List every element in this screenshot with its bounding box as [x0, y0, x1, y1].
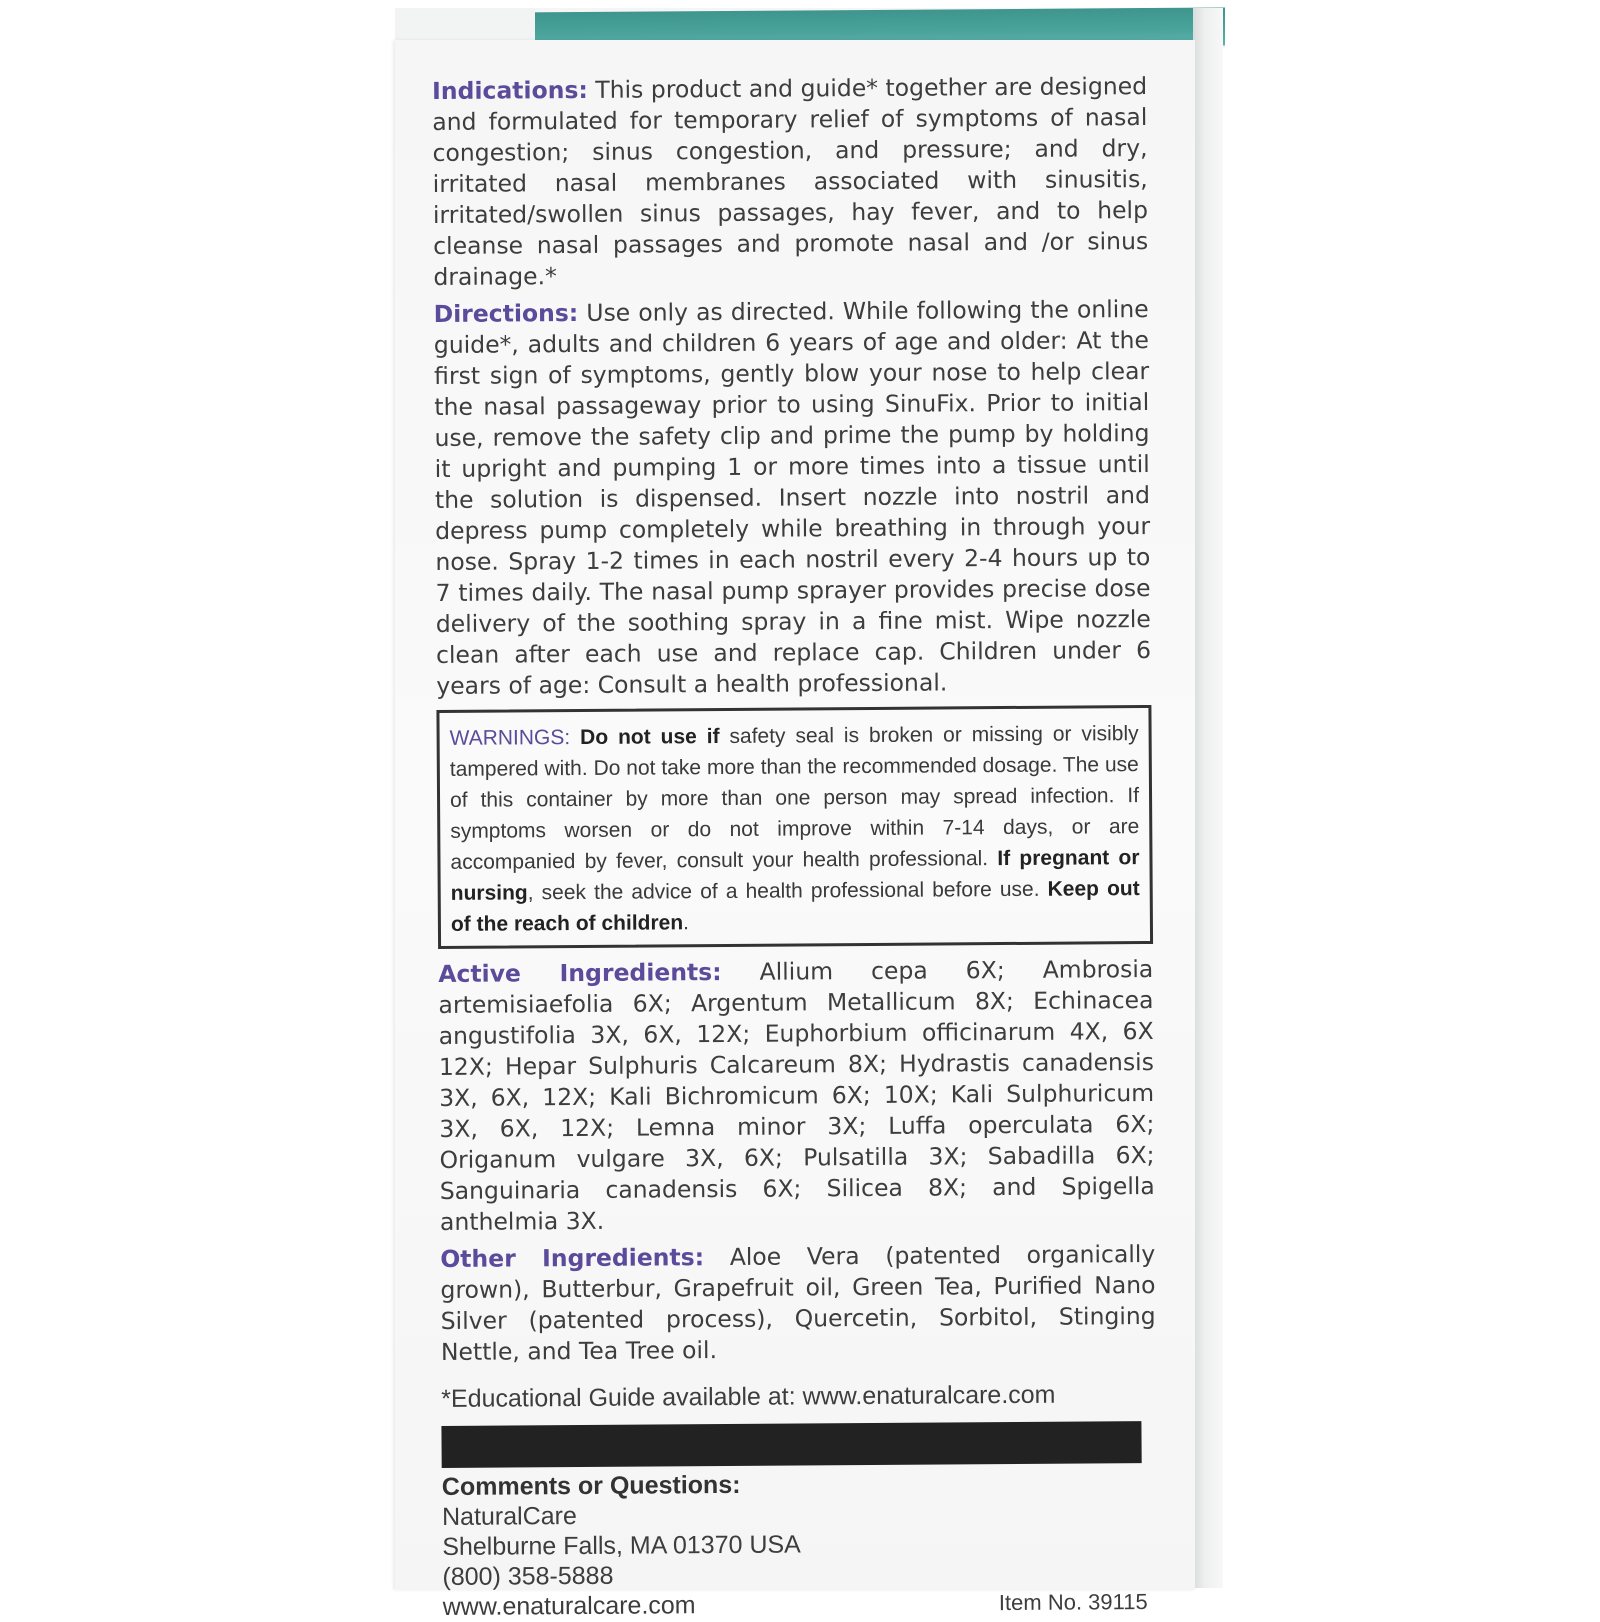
item-number: Item No. 39115	[998, 1589, 1148, 1616]
indications-text: This product and guide* together are designed and formulated for temporary relief of symptoms of nasal congestion; sinus congestion, and pressure; and dry, irritated nasal membranes associated with sinusitis, irritated/swollen sinus passages, hay fever, and to help cleanse nasal passages and promote nasal and /or sinus drainage.*	[432, 72, 1149, 291]
contact-company: NaturalCare	[441, 1502, 577, 1531]
contact-website: www.enaturalcare.com	[442, 1591, 696, 1621]
warnings-bold-3: Keep out of the reach of children	[450, 877, 1140, 936]
warnings-box	[436, 705, 1153, 949]
directions-heading: Directions:	[433, 298, 579, 328]
warnings-bold-1: Do not use if	[570, 725, 720, 750]
active-ingredients-heading: Active Ingredients:	[438, 958, 722, 988]
active-ingredients-text: Allium cepa 6X; Ambrosia artemisiaefolia 6X; Argentum Metallicum 8X; Echinacea angustifolia 3X, 6X, 12X; Euphorbium officinarum 4X, 6X 12X; Hepar Sulphuris Calcareum 8X; Hydrastis canadensis 3X, 6X, 12X; Kali Bichromicum 6X; 10X; Kali Sulphuricum 3X, 6X, 12X; Lemna minor 3X; Luffa operculata 6X; Origanum vulgare 3X, 6X; Pulsatilla 3X; Sabadilla 6X; Sanguinaria canadensis 6X; Silicea 8X; and Spigella anthelmia 3X.	[438, 954, 1155, 1236]
contact-block	[442, 1467, 1158, 1622]
other-ingredients-heading: Other Ingredients:	[440, 1243, 705, 1273]
label-content	[432, 71, 1158, 1622]
warnings-bold-2: If pregnant or nursing	[450, 846, 1140, 905]
contact-address: Shelburne Falls, MA 01370 USA	[442, 1530, 801, 1561]
guide-note: *Educational Guide available at: www.enaturalcare.com	[441, 1380, 1056, 1413]
warnings-text-3: .	[683, 911, 690, 935]
active-ingredients-section	[438, 954, 1155, 1238]
directions-text: Use only as directed. While following the online guide*, adults and children 6 years of age and older: At the first sign of symptoms, gently blow your nose to help clear the nasal passageway prior to using SinuFix. Prior to initial use, remove the safety clip and prime the pump by holding it upright and pumping 1 or more times into a tissue until the solution is dispensed. Insert nozzle into nostril and depress pump completely while breathing in through your nose. Spray 1-2 times in each nostril every 2-4 hours up to 7 times daily. The nasal pump sprayer provides precise dose delivery of the soothing spray in a fine mist. Wipe nozzle clean after each use and replace cap. Children under 6 years of age: Consult a health professional.	[433, 295, 1152, 700]
indications-heading: Indications:	[432, 75, 588, 105]
warnings-heading: WARNINGS:	[449, 726, 571, 750]
other-ingredients-text: Aloe Vera (patented organically grown), Butterbur, Grapefruit oil, Green Tea, Purified Nano Silver (patented process), Quercetin, Sorbitol, Stinging Nettle, and Tea Tree oil.	[440, 1239, 1156, 1366]
contact-title: Comments or Questions:	[441, 1470, 741, 1501]
warnings-text-1: safety seal is broken or missing or visibly tampered with. Do not take more than the recommended dosage. The use of this container by more than one person may spread infection. If symptoms worsen or do not improve within 7-14 days, or are accompanied by fever, consult your health professional.	[449, 722, 1140, 874]
box-side-edge	[1193, 8, 1223, 1588]
contact-phone: (800) 358-5888	[442, 1561, 614, 1591]
other-ingredients-section	[440, 1239, 1156, 1368]
black-bar	[441, 1421, 1141, 1468]
warnings-text-2: , seek the advice of a health professional before use.	[527, 877, 1040, 905]
indications-section	[432, 71, 1148, 293]
directions-section	[434, 294, 1152, 702]
